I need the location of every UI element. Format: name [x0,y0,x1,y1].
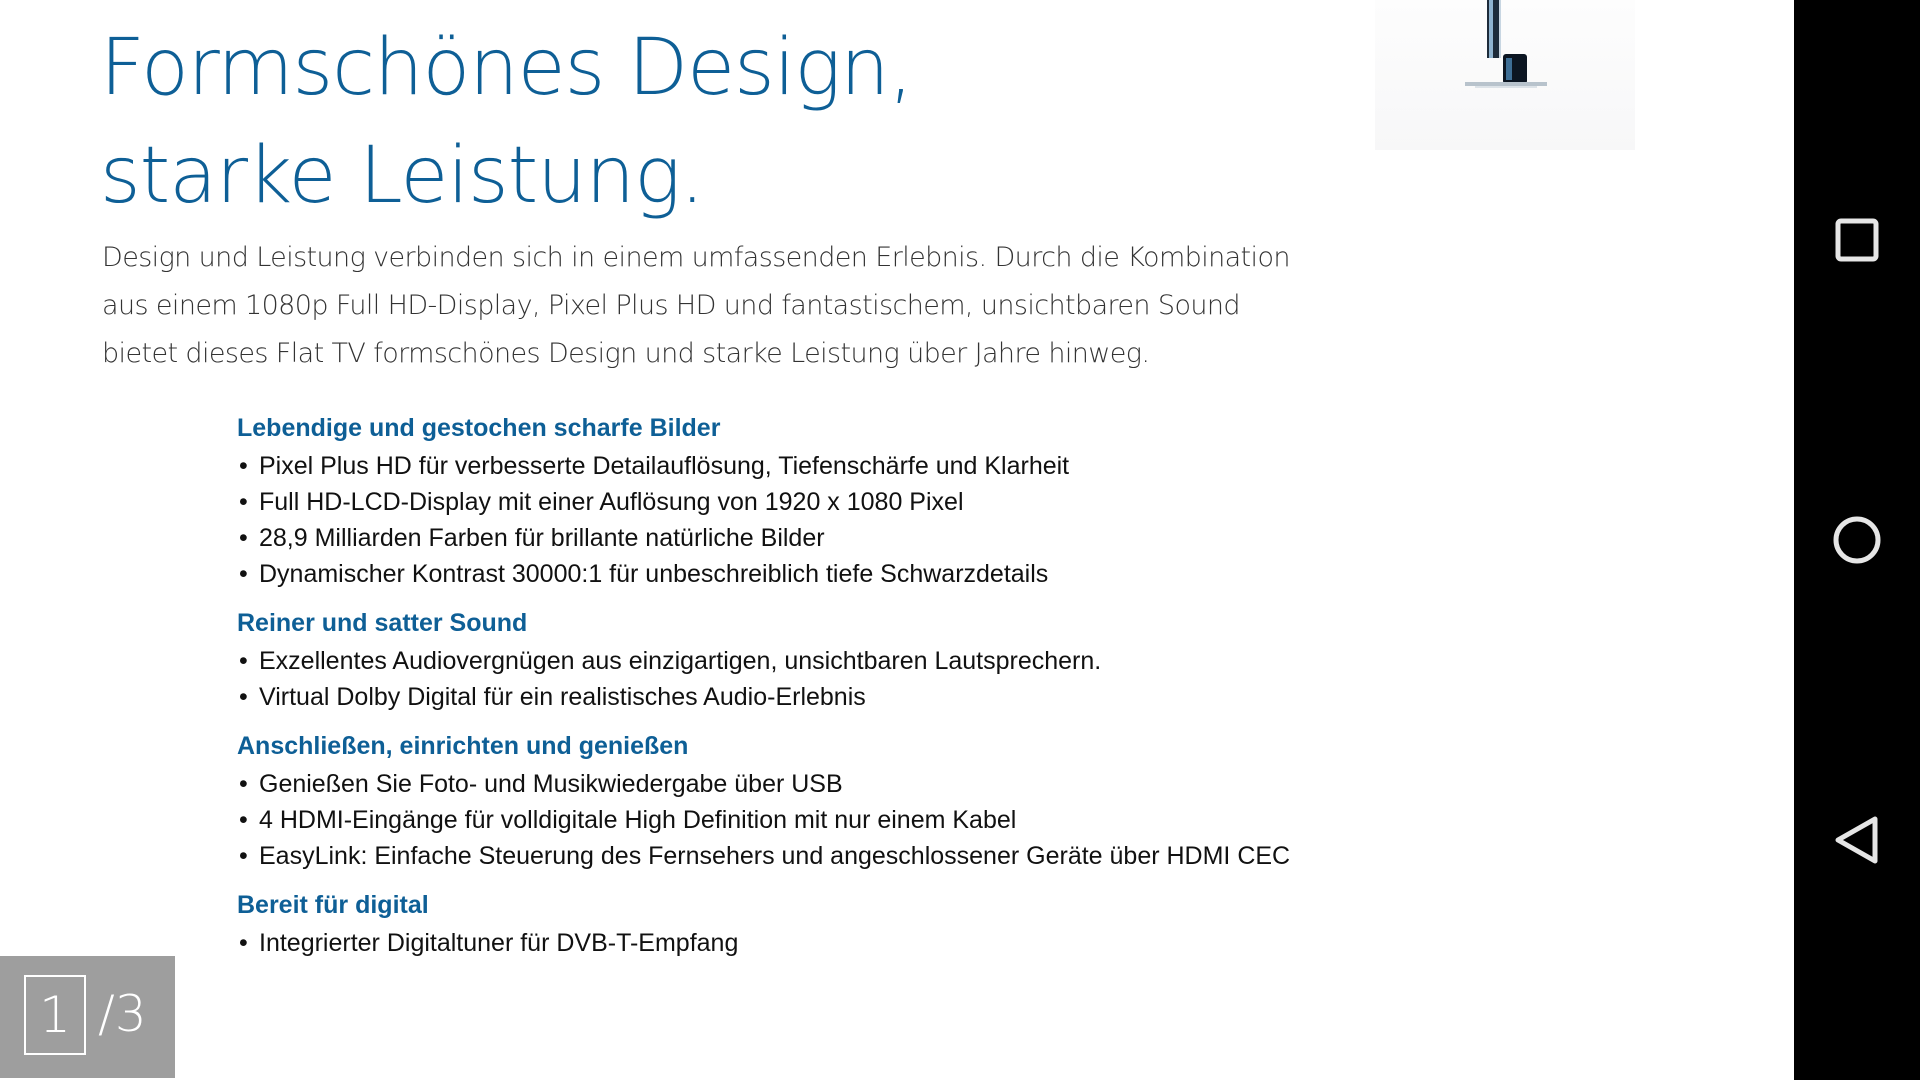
bullet-list [237,925,1337,961]
bullet-icon: • [239,647,248,675]
title-line-1: Formschönes Design, [100,23,913,113]
title-line-2: starke Leistung. [100,131,704,221]
list-item-text: Exzellentes Audiovergnügen aus einzigartigen, unsichtbaren Lautsprechern. [259,647,1102,675]
page-title [100,14,912,230]
triangle-back-icon [1831,814,1883,866]
intro-paragraph: Design und Leistung verbinden sich in einem umfassenden Erlebnis. Durch die Kombination aus einem 1080p Full HD-Display, Pixel Plus HD und fantastischem, unsichtbaren Sound bietet dieses Flat TV formschönes Design und starke Leistung über Jahre hinweg. [102,242,1290,369]
android-navigation-bar [1794,0,1920,1080]
feature-heading: Reiner und satter Sound [237,609,528,637]
bullet-list [237,448,1337,592]
bullet-icon: • [239,929,248,957]
home-button[interactable] [1817,500,1897,580]
recents-button[interactable] [1817,200,1897,280]
circle-icon [1831,514,1883,566]
list-item-text: Virtual Dolby Digital für ein realistisches Audio-Erlebnis [259,683,866,711]
feature-heading: Lebendige und gestochen scharfe Bilder [237,414,721,442]
bullet-icon: • [239,452,248,480]
feature-group-connectivity [237,726,1337,874]
list-item-text: Full HD-LCD-Display mit einer Auflösung von 1920 x 1080 Pixel [259,488,964,516]
list-item [237,643,1337,679]
feature-group-digital [237,885,1337,961]
feature-group-sound [237,603,1337,715]
list-item [237,484,1337,520]
list-item-text: 4 HDMI-Eingänge für volldigitale High Definition mit nur einem Kabel [259,806,1017,834]
feature-list [237,408,1337,972]
bullet-icon: • [239,560,248,588]
bullet-icon: • [239,842,248,870]
list-item [237,925,1337,961]
current-page-number[interactable]: 1 [24,975,86,1055]
total-pages: /3 [98,985,147,1043]
bullet-list [237,643,1337,715]
list-item-text: Integrierter Digitaltuner für DVB-T-Empfang [259,929,739,957]
list-item-text: Genießen Sie Foto- und Musikwiedergabe über USB [259,770,843,798]
page-indicator[interactable] [0,956,175,1078]
list-item-text: EasyLink: Einfache Steuerung des Fernsehers und angeschlossener Geräte über HDMI CEC [259,842,1291,870]
list-item-text: Dynamischer Kontrast 30000:1 für unbeschreiblich tiefe Schwarzdetails [259,560,1049,588]
bullet-icon: • [239,524,248,552]
bullet-list [237,766,1337,874]
bullet-icon: • [239,806,248,834]
product-image [1375,0,1635,150]
list-item [237,838,1337,874]
list-item [237,802,1337,838]
list-item [237,520,1337,556]
list-item-text: 28,9 Milliarden Farben für brillante natürliche Bilder [259,524,825,552]
bullet-icon: • [239,770,248,798]
list-item [237,679,1337,715]
back-button[interactable] [1817,800,1897,880]
list-item [237,448,1337,484]
feature-group-picture [237,408,1337,592]
list-item-text: Pixel Plus HD für verbesserte Detailauflösung, Tiefenschärfe und Klarheit [259,452,1070,480]
bullet-icon: • [239,683,248,711]
list-item [237,766,1337,802]
tv-stand-image [1375,0,1635,150]
feature-heading: Anschließen, einrichten und genießen [237,732,689,760]
bullet-icon: • [239,488,248,516]
list-item [237,556,1337,592]
feature-heading: Bereit für digital [237,891,429,919]
square-icon [1833,216,1881,264]
